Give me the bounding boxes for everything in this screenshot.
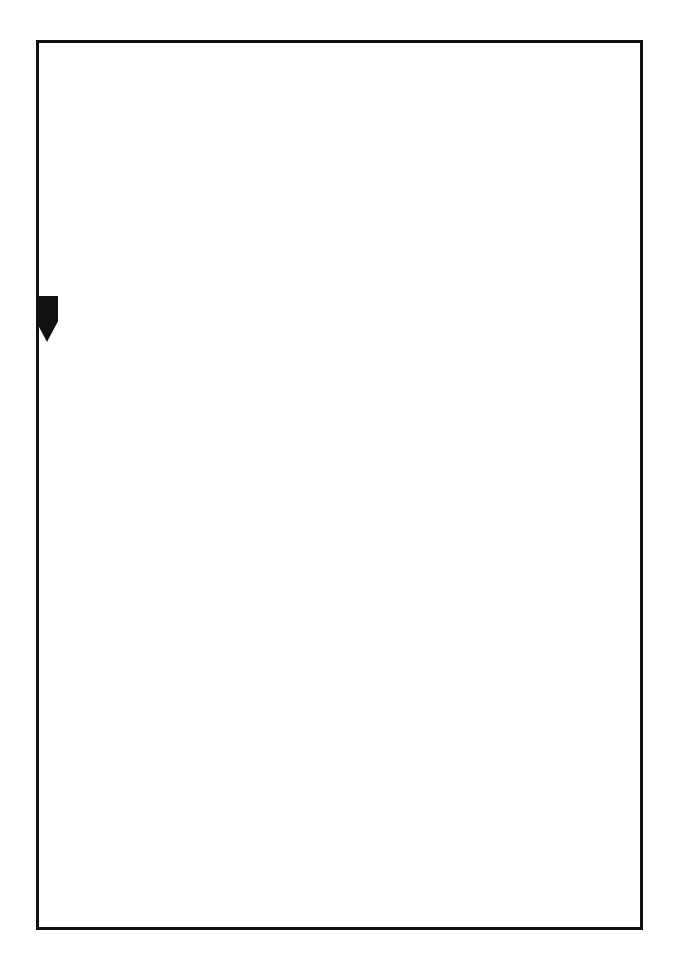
outer-border [36,40,643,930]
left-margin [0,40,36,930]
